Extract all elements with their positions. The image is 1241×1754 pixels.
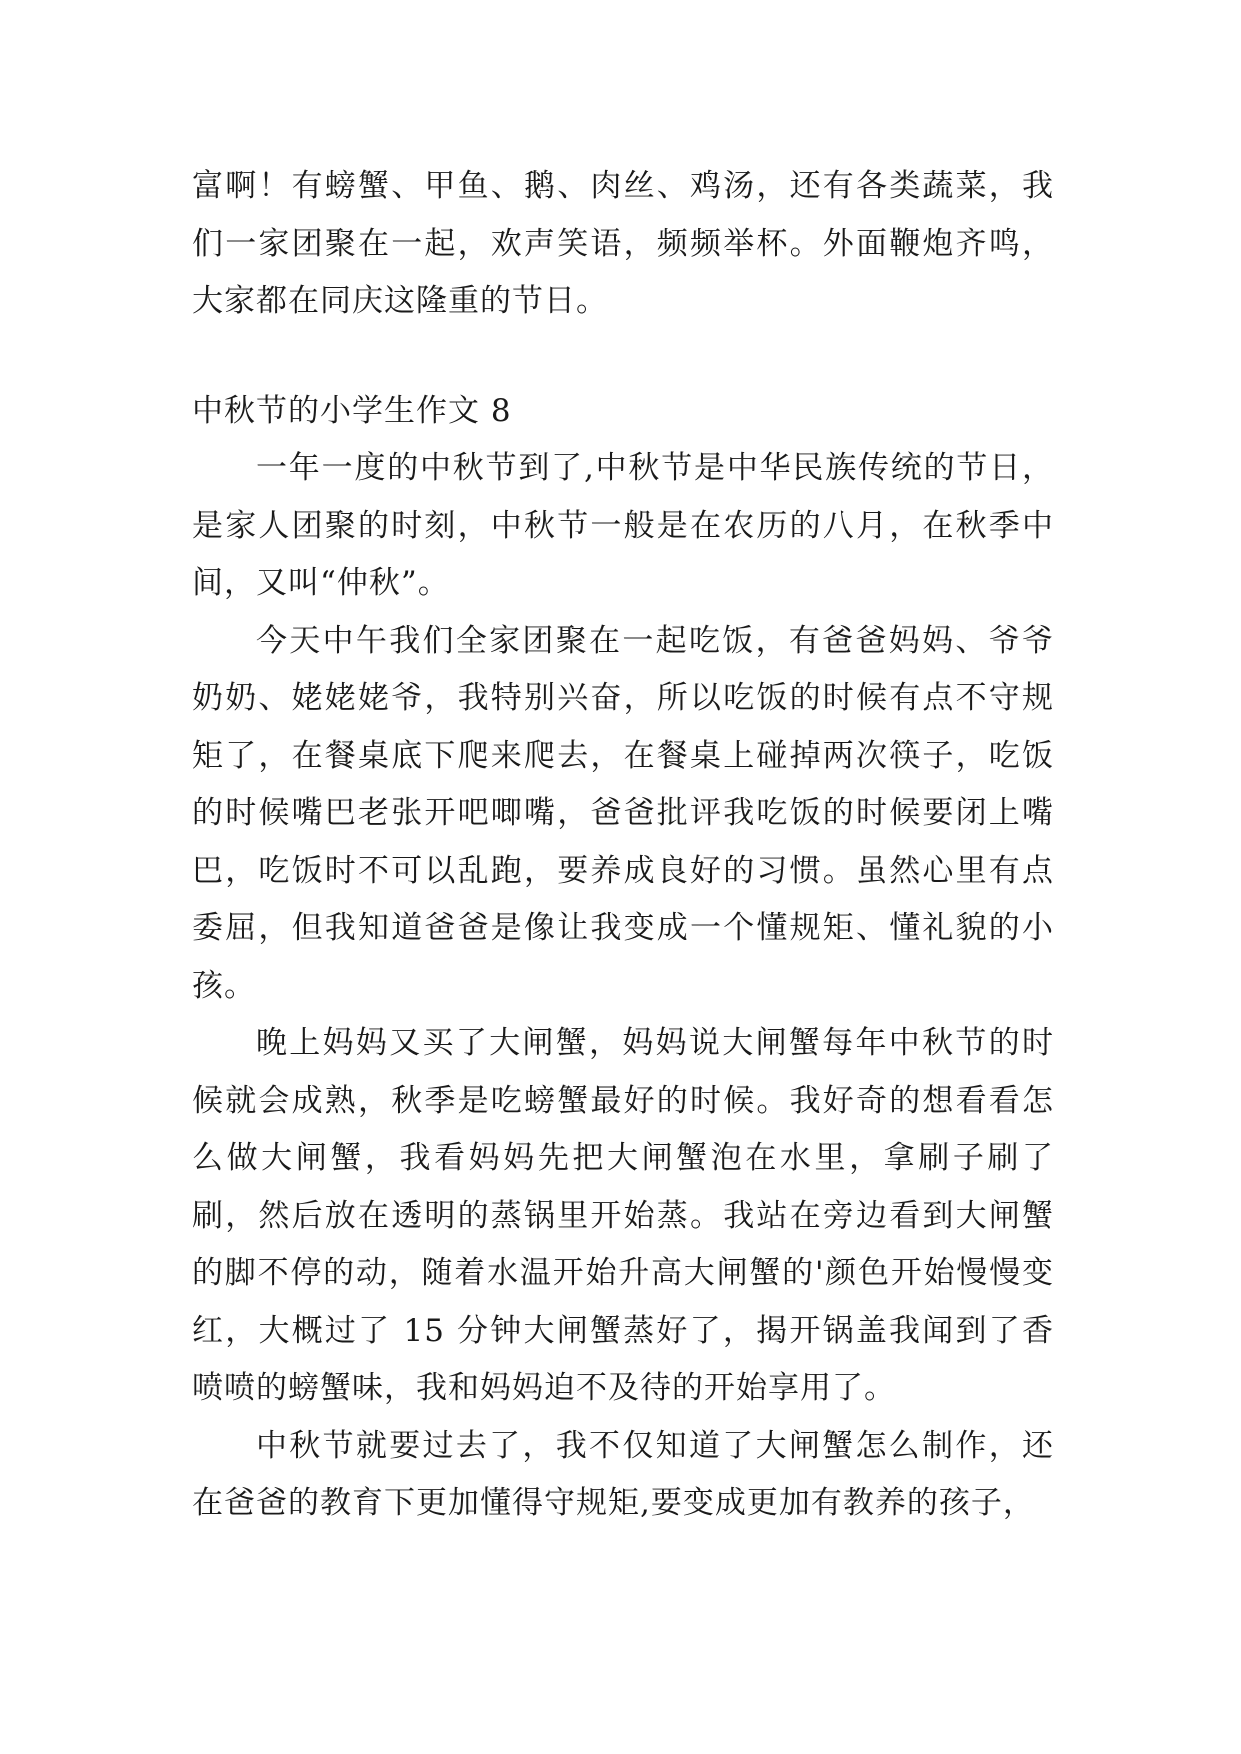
paragraph-3: 晚上妈妈又买了大闸蟹，妈妈说大闸蟹每年中秋节的时候就会成熟，秋季是吃螃蟹最好的时候。我好奇的想看看怎么做大闸蟹，我看妈妈先把大闸蟹泡在水里，拿刷子刷了刷，然后放在透明的蒸锅里开始蒸。我站在旁边看到大闸蟹的脚不停的动，随着水温开始升高大闸蟹的'颜色开始慢慢变红，大概过了 15 分钟大闸蟹蒸好了，揭开锅盖我闻到了香喷喷的螃蟹味，我和妈妈迫不及待的开始享用了。: [192, 1025, 1054, 1406]
continued-paragraph: 富啊！有螃蟹、甲鱼、鹅、肉丝、鸡汤，还有各类蔬菜，我们一家团聚在一起，欢声笑语，频频举杯。外面鞭炮齐鸣，大家都在同庆这隆重的节日。: [192, 168, 1054, 319]
section-title: 中秋节的小学生作文 8: [192, 392, 512, 429]
paragraph-4: 中秋节就要过去了，我不仅知道了大闸蟹怎么制作，还在爸爸的教育下更加懂得守规矩,要变成更加有教养的孩子，: [192, 1427, 1054, 1521]
paragraph-1: 一年一度的中秋节到了,中秋节是中华民族传统的节日，是家人团聚的时刻，中秋节一般是在农历的八月，在秋季中间，又叫“仲秋”。: [192, 450, 1054, 601]
section-gap: [192, 331, 1054, 383]
paragraph-2: 今天中午我们全家团聚在一起吃饭，有爸爸妈妈、爷爷奶奶、姥姥姥爷，我特别兴奋，所以吃饭的时候有点不守规矩了，在餐桌底下爬来爬去，在餐桌上碰掉两次筷子，吃饭的时候嘴巴老张开吧唧嘴，爸爸批评我吃饭的时候要闭上嘴巴，吃饭时不可以乱跑，要养成良好的习惯。虽然心里有点委屈，但我知道爸爸是像让我变成一个懂规矩、懂礼貌的小孩。: [192, 622, 1054, 1004]
document-body: [192, 158, 1054, 1533]
